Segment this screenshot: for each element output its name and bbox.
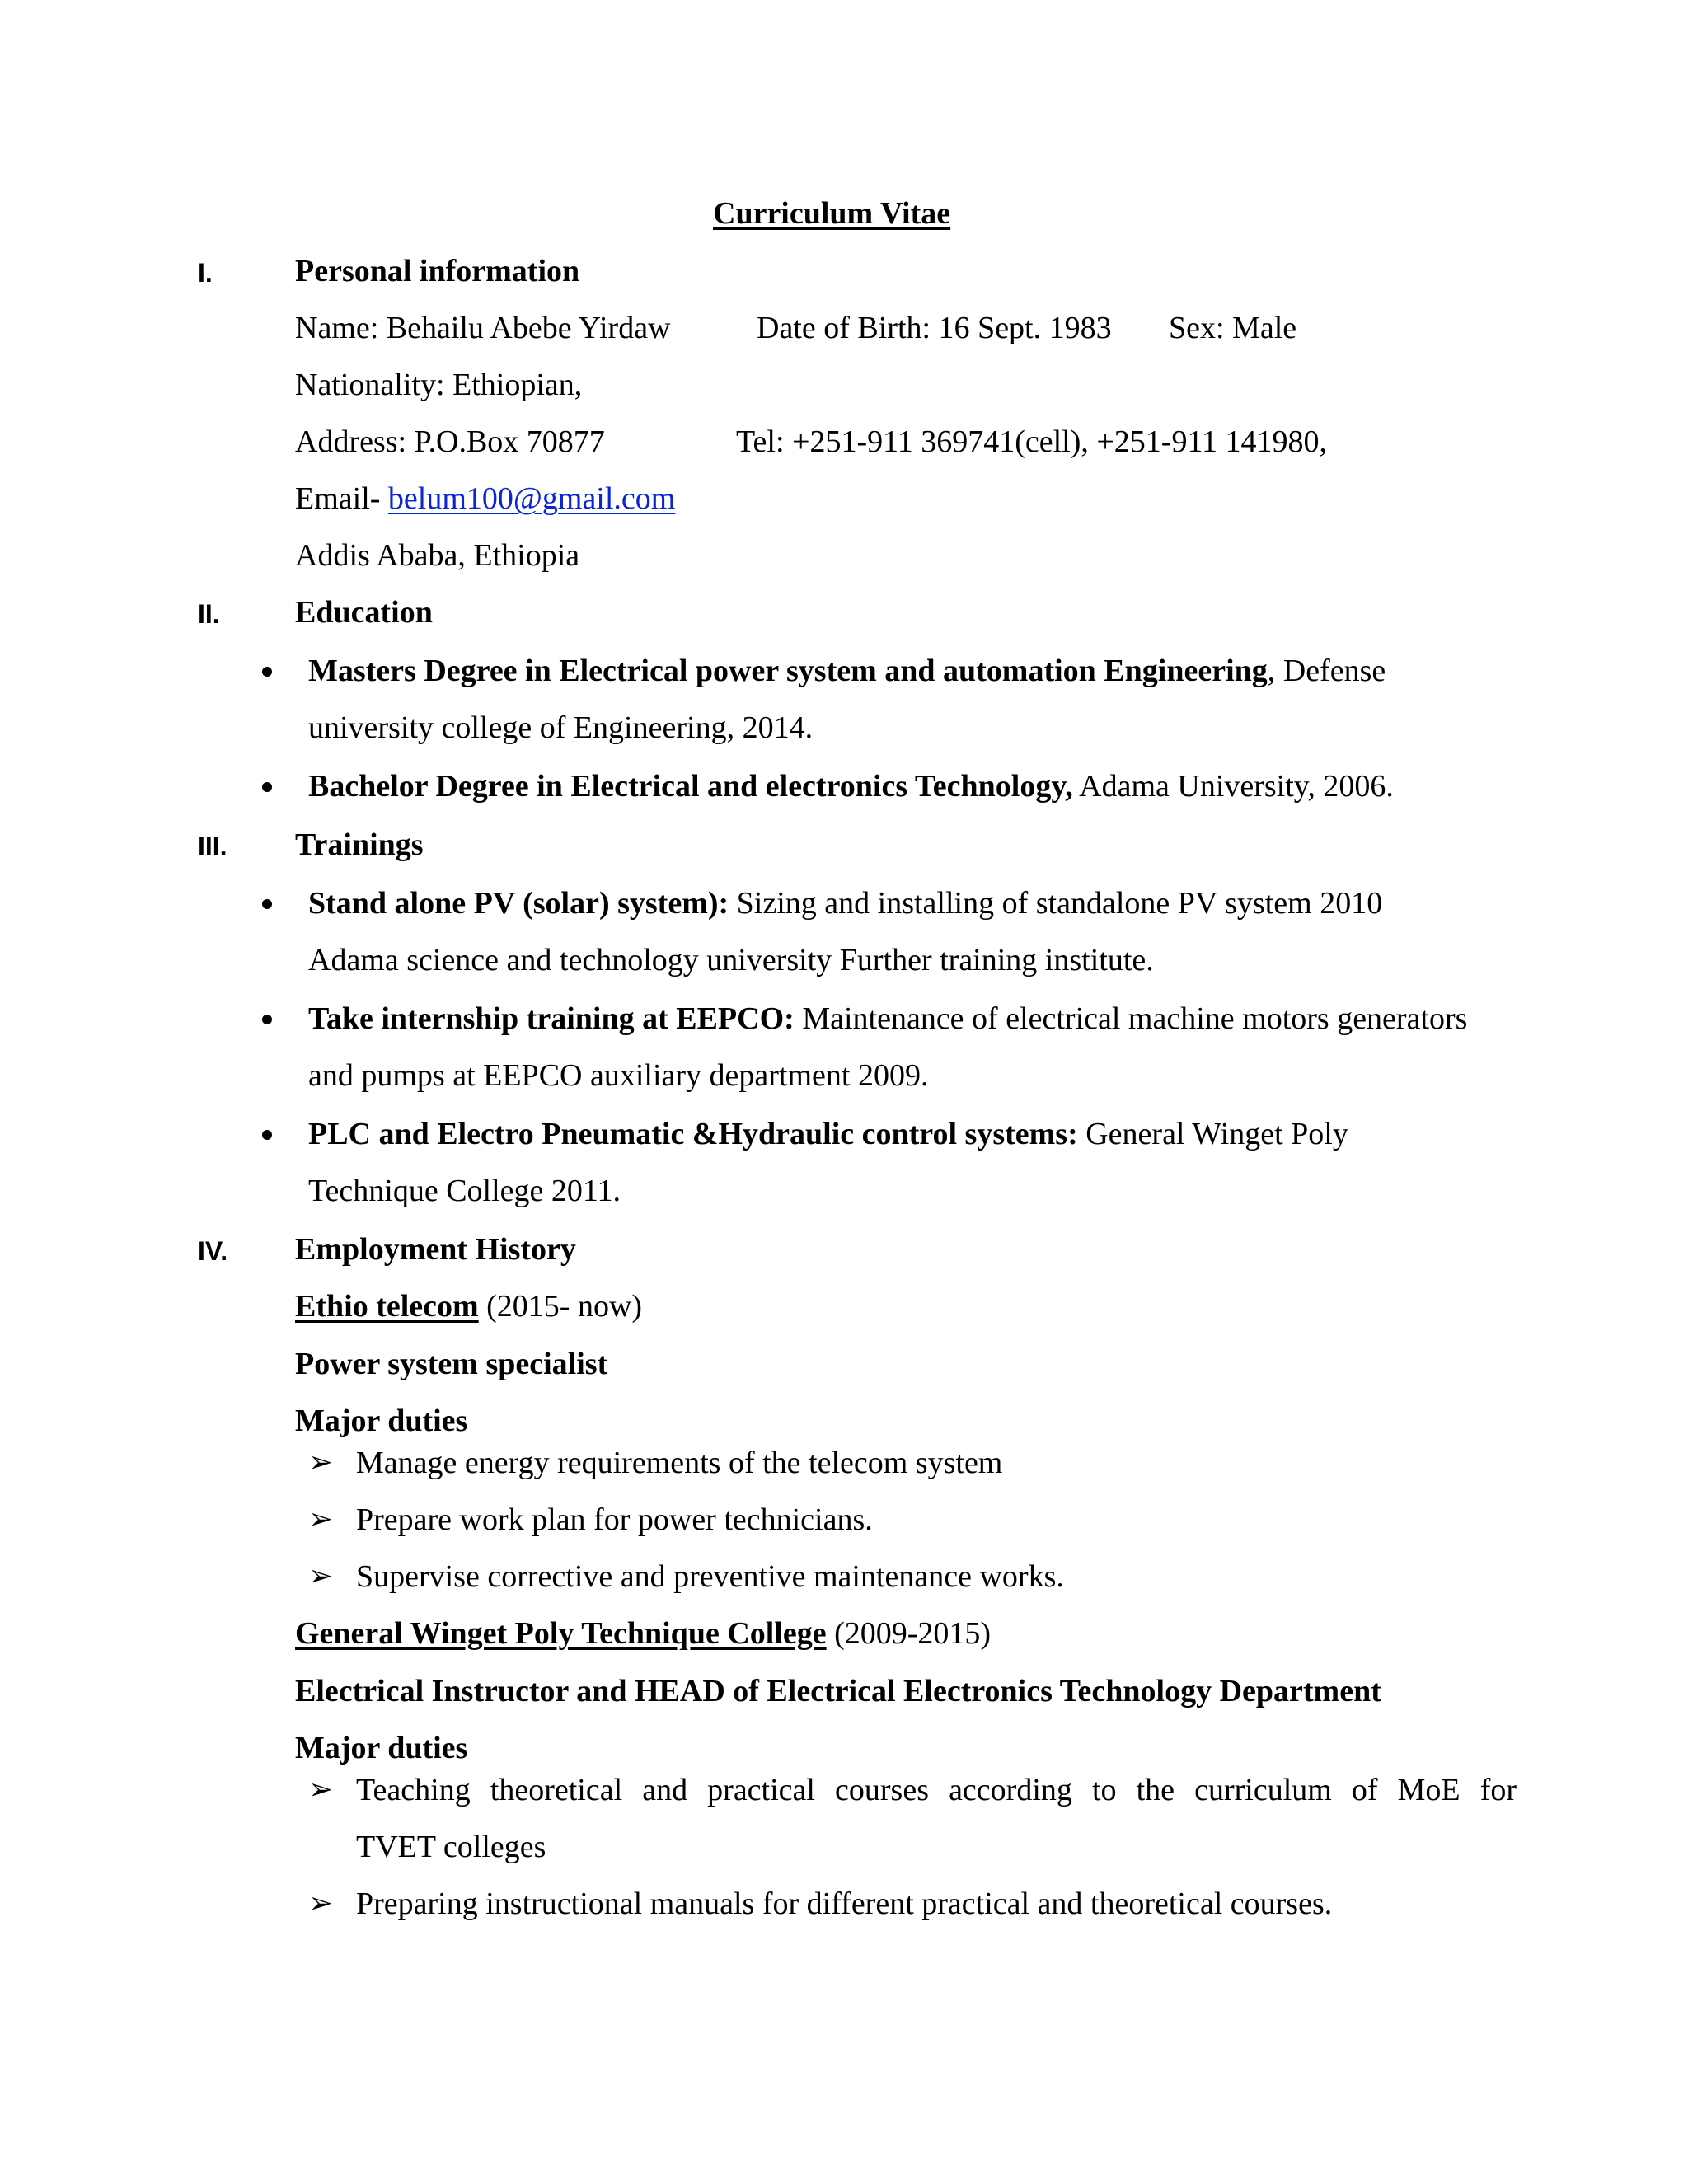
training-description: General Winget Poly xyxy=(1077,1117,1348,1151)
education-item-2 xyxy=(308,767,1394,805)
duty-item: Preparing instructional manuals for different practical and theoretical courses. xyxy=(356,1886,1333,1921)
education-institution: , Defense xyxy=(1267,654,1386,688)
arrow-bullet-icon: ➢ xyxy=(308,1446,334,1479)
duty-item: Manage energy requirements of the telecom system xyxy=(356,1446,1003,1480)
education-degree: Masters Degree in Electrical power system and automation Engineering xyxy=(308,654,1268,688)
section-number-employment: IV. xyxy=(198,1236,228,1266)
employment-period: (2015- now) xyxy=(478,1289,643,1324)
arrow-bullet-icon: ➢ xyxy=(308,1559,334,1593)
training-title: PLC and Electro Pneumatic &Hydraulic control systems: xyxy=(308,1117,1078,1151)
city-field: Addis Ababa, Ethiopia xyxy=(295,538,580,573)
job-1-duties-label: Major duties xyxy=(295,1404,468,1438)
duty-item: Prepare work plan for power technicians. xyxy=(356,1502,873,1537)
section-heading-education: Education xyxy=(295,595,433,630)
employer-name: General Winget Poly Technique College xyxy=(295,1616,827,1651)
bullet-icon xyxy=(262,899,272,909)
training-title: Stand alone PV (solar) system): xyxy=(308,886,729,921)
training-item-3-line2: Technique College 2011. xyxy=(308,1174,621,1208)
email-row xyxy=(295,480,675,518)
job-2-duties-label: Major duties xyxy=(295,1731,468,1765)
arrow-bullet-icon: ➢ xyxy=(308,1773,334,1807)
training-item-2 xyxy=(308,1000,1467,1038)
email-link[interactable]: belum100@gmail.com xyxy=(387,481,676,516)
name-field: Name: Behailu Abebe Yirdaw xyxy=(295,311,671,345)
duty-item-continuation: TVET colleges xyxy=(356,1830,546,1864)
training-description: Maintenance of electrical machine motors generators xyxy=(794,1001,1468,1036)
training-item-3 xyxy=(308,1115,1348,1153)
education-institution: Adama University, 2006. xyxy=(1072,769,1394,804)
section-number-education: II. xyxy=(198,599,220,629)
nationality-field: Nationality: Ethiopian, xyxy=(295,368,583,402)
education-item-1-line2: university college of Engineering, 2014. xyxy=(308,710,814,745)
training-item-1 xyxy=(308,884,1382,922)
arrow-bullet-icon: ➢ xyxy=(308,1502,334,1536)
duty-item: Teaching theoretical and practical courses according to the curriculum of MoE for xyxy=(356,1773,1517,1807)
education-degree: Bachelor Degree in Electrical and electronics Technology, xyxy=(308,769,1073,804)
dob-field: Date of Birth: 16 Sept. 1983 xyxy=(757,311,1112,345)
job-1-role: Power system specialist xyxy=(295,1347,608,1381)
training-title: Take internship training at EEPCO: xyxy=(308,1001,795,1036)
bullet-icon xyxy=(262,782,272,792)
bullet-icon xyxy=(262,1130,272,1140)
document-title: Curriculum Vitae xyxy=(713,196,951,231)
arrow-bullet-icon: ➢ xyxy=(308,1886,334,1920)
address-field: Address: P.O.Box 70877 xyxy=(295,424,605,459)
section-heading-trainings: Trainings xyxy=(295,827,424,862)
job-1-header xyxy=(295,1287,642,1325)
section-heading-employment: Employment History xyxy=(295,1232,576,1267)
education-item-1 xyxy=(308,652,1386,690)
bullet-icon xyxy=(262,667,272,677)
job-2-header xyxy=(295,1615,991,1652)
employment-period: (2009-2015) xyxy=(826,1616,992,1651)
section-number-trainings: III. xyxy=(198,832,227,861)
email-label: Email- xyxy=(295,481,388,516)
training-item-1-line2: Adama science and technology university Further training institute. xyxy=(308,943,1154,977)
training-description: Sizing and installing of standalone PV system 2010 xyxy=(729,886,1383,921)
sex-field: Sex: Male xyxy=(1169,311,1297,345)
bullet-icon xyxy=(262,1015,272,1024)
employer-name: Ethio telecom xyxy=(295,1289,479,1324)
section-heading-personal: Personal information xyxy=(295,254,580,288)
tel-field: Tel: +251-911 369741(cell), +251-911 141980, xyxy=(736,424,1328,459)
training-item-2-line2: and pumps at EEPCO auxiliary department 2009. xyxy=(308,1058,929,1093)
duty-item: Supervise corrective and preventive maintenance works. xyxy=(356,1559,1064,1594)
section-number-personal: I. xyxy=(198,258,213,288)
job-2-role: Electrical Instructor and HEAD of Electrical Electronics Technology Department xyxy=(295,1674,1381,1708)
